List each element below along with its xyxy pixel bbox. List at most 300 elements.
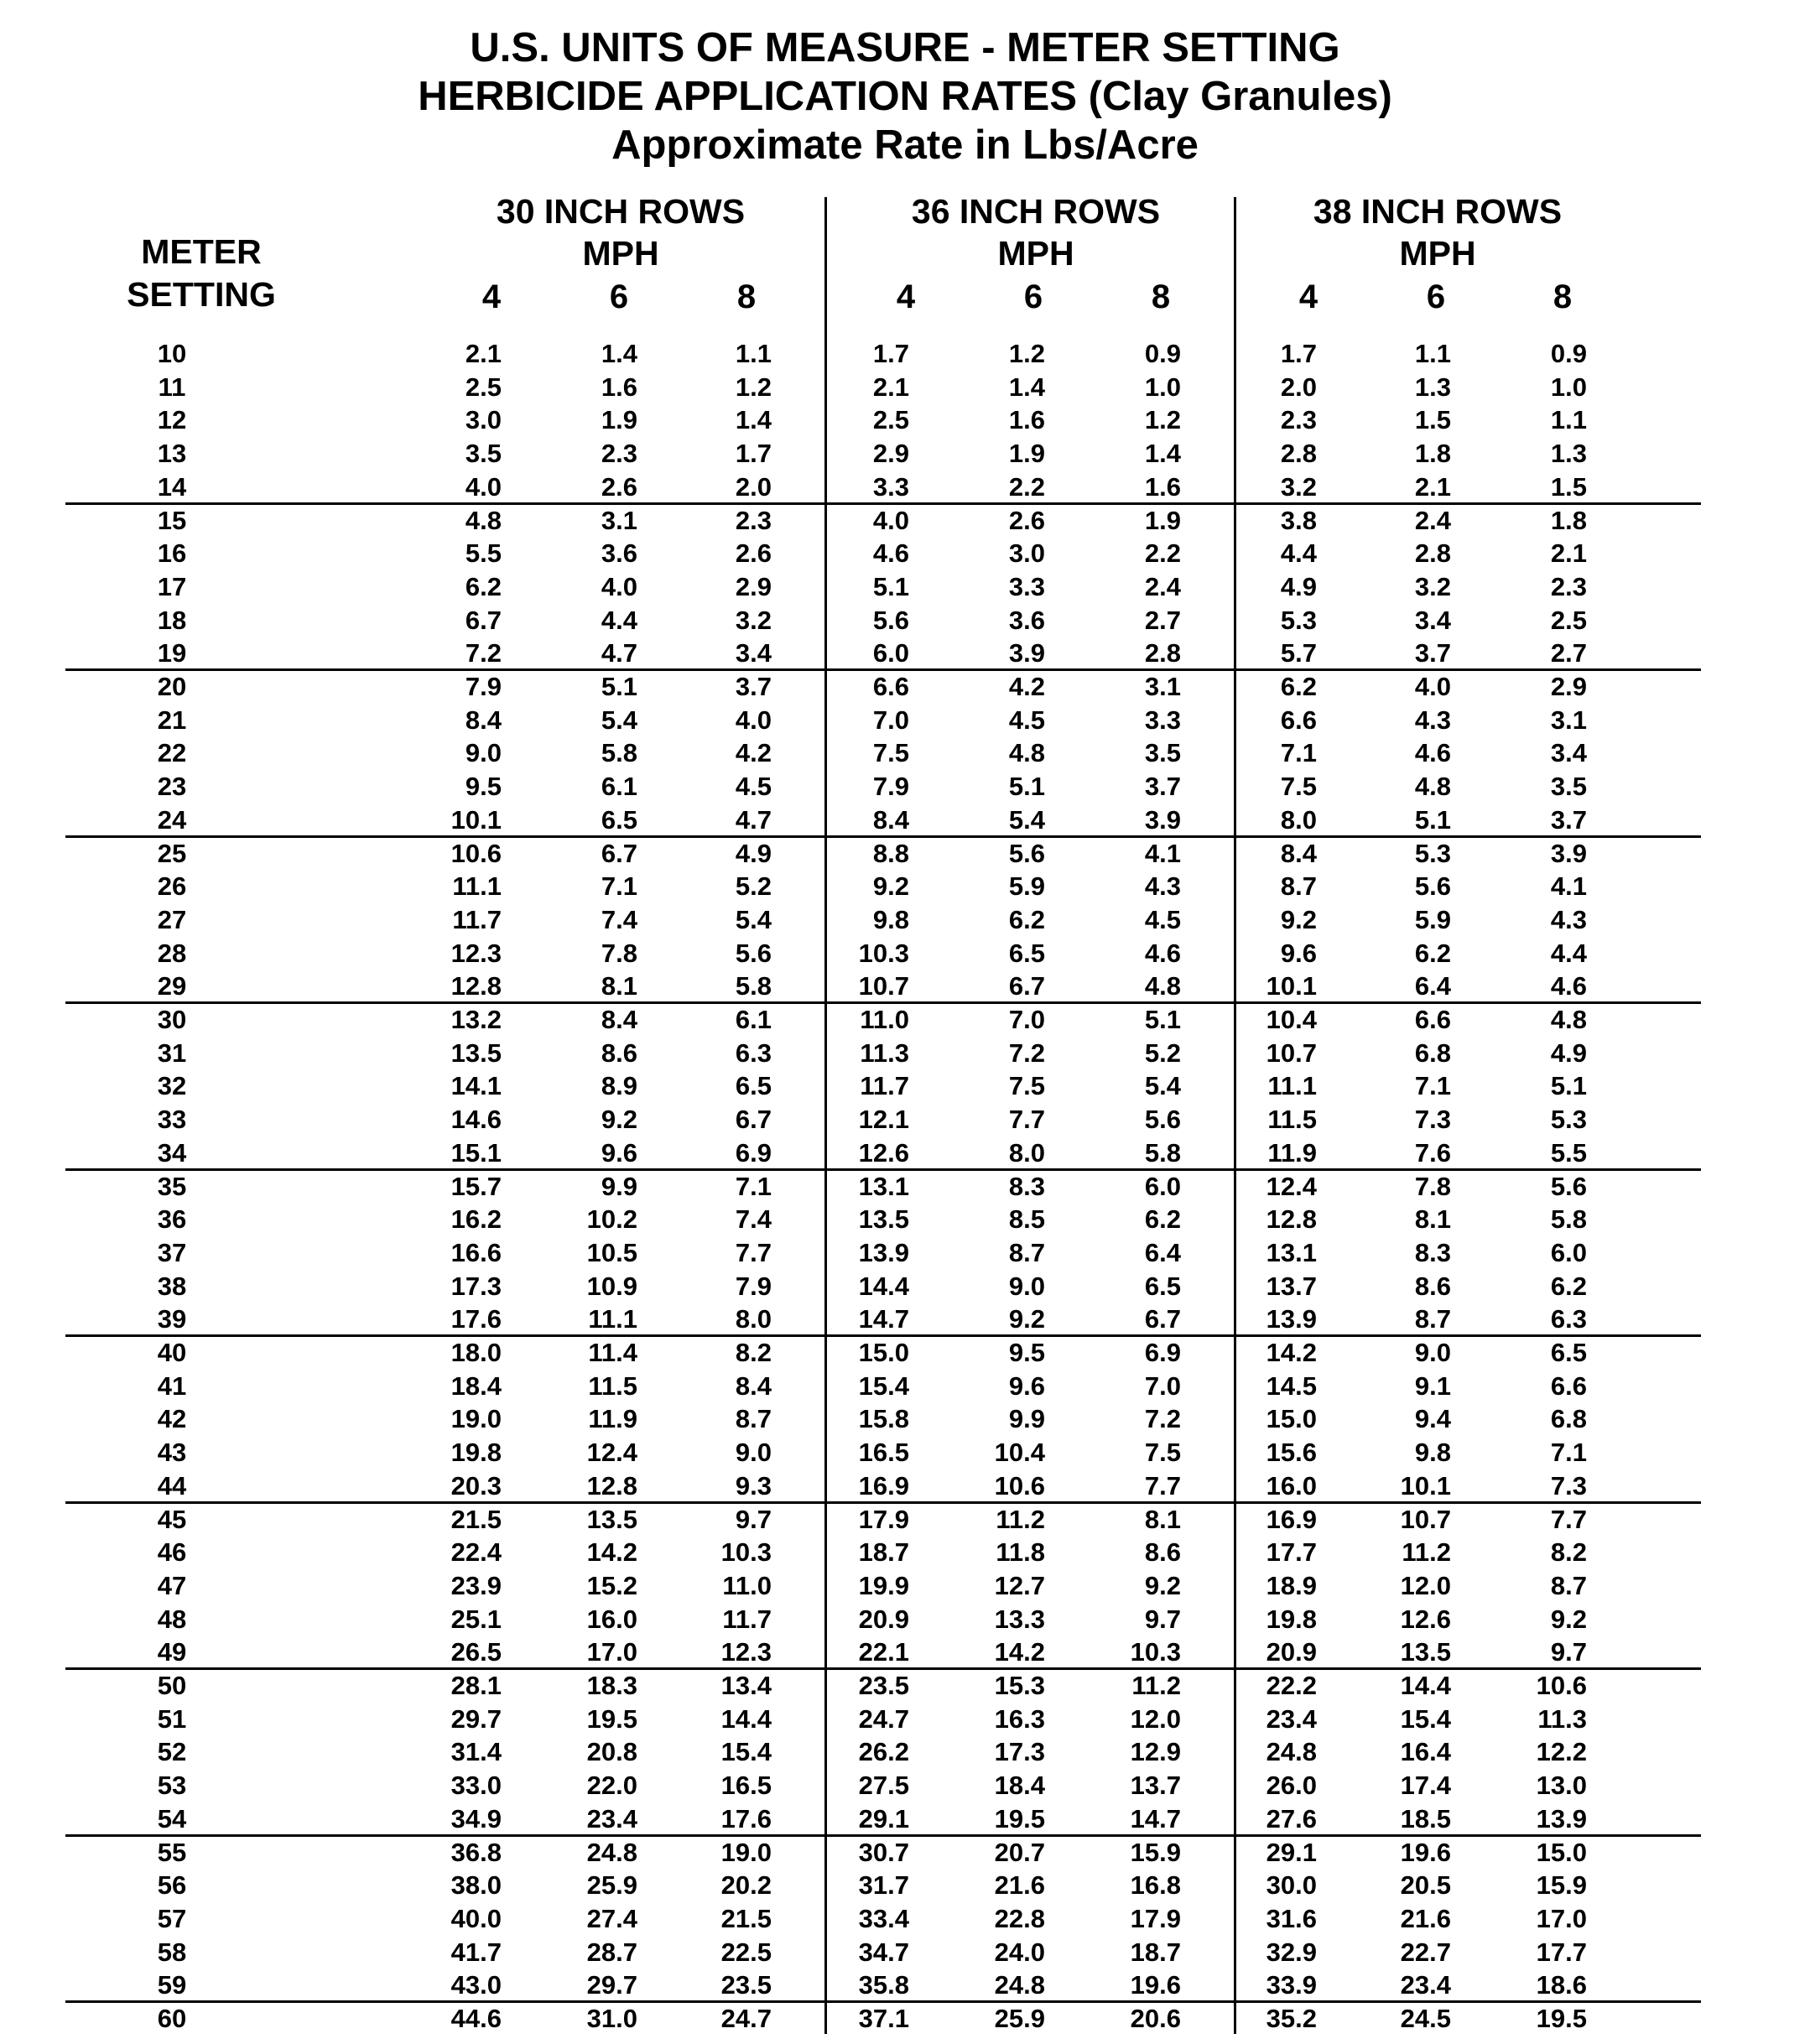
rate-cell-36-8: 1.0 [1144, 372, 1181, 402]
rate-cell-38-4: 7.5 [1280, 772, 1317, 802]
rate-cell-30-4: 2.5 [465, 372, 502, 402]
rate-cell-36-8: 16.8 [1130, 1870, 1181, 1901]
meter-setting-cell: 56 [157, 1870, 187, 1901]
rate-cell-38-8: 12.2 [1536, 1737, 1587, 1767]
rate-cell-30-8: 3.4 [735, 638, 772, 668]
rate-cell-36-6: 3.6 [1008, 605, 1045, 635]
rate-cell-36-8: 9.7 [1144, 1604, 1181, 1634]
rate-cell-38-8: 1.8 [1550, 505, 1587, 535]
rate-cell-30-6: 11.5 [588, 1370, 637, 1401]
rate-cell-30-4: 12.8 [450, 971, 502, 1001]
rate-cell-30-8: 6.1 [735, 1005, 772, 1034]
table-row [0, 1636, 1810, 1669]
meter-setting-cell: 13 [157, 439, 187, 469]
rate-cell-30-8: 1.7 [735, 439, 772, 469]
rate-cell-30-4: 5.5 [465, 538, 502, 569]
meter-setting-cell: 30 [157, 1005, 187, 1034]
rate-cell-36-8: 9.2 [1144, 1570, 1181, 1600]
rate-cell-38-6: 2.1 [1414, 471, 1451, 502]
rate-cell-36-8: 5.4 [1144, 1071, 1181, 1101]
rate-cell-38-6: 22.7 [1400, 1937, 1451, 1967]
rate-cell-38-4: 12.4 [1266, 1171, 1317, 1201]
table-row [0, 736, 1810, 770]
meter-setting-cell: 53 [157, 1771, 187, 1801]
rate-cell-36-8: 2.4 [1144, 571, 1181, 601]
rate-cell-36-4: 14.7 [858, 1304, 909, 1334]
rate-cell-38-6: 17.4 [1400, 1771, 1451, 1801]
rate-cell-38-6: 7.3 [1414, 1105, 1451, 1135]
rate-cell-38-8: 13.0 [1536, 1771, 1587, 1801]
rate-cell-30-8: 21.5 [720, 1903, 772, 1933]
rate-cell-30-4: 12.3 [450, 938, 502, 968]
rate-cell-30-6: 20.8 [586, 1737, 637, 1767]
rate-cell-38-6: 1.8 [1414, 439, 1451, 469]
rate-cell-30-8: 12.3 [720, 1637, 772, 1667]
rate-cell-36-8: 19.6 [1130, 1970, 1181, 2000]
rate-cell-30-8: 4.7 [735, 804, 772, 835]
rate-cell-36-4: 1.7 [872, 339, 909, 368]
rate-cell-30-8: 3.7 [735, 672, 772, 701]
rate-cell-30-4: 14.6 [450, 1105, 502, 1135]
rate-cell-30-6: 8.4 [601, 1005, 637, 1034]
rate-cell-30-6: 8.6 [601, 1038, 637, 1068]
rate-cell-38-8: 4.6 [1550, 971, 1587, 1001]
rate-cell-36-6: 10.4 [994, 1438, 1045, 1468]
rate-cell-36-6: 2.6 [1008, 505, 1045, 535]
rate-cell-30-4: 36.8 [450, 1837, 502, 1867]
table-row [0, 1836, 1810, 1870]
meter-setting-cell: 45 [157, 1504, 187, 1534]
rate-cell-36-6: 2.2 [1008, 471, 1045, 502]
rate-cell-30-8: 9.3 [735, 1470, 772, 1500]
group-30-speed-8: 8 [736, 278, 757, 315]
rate-cell-38-8: 6.3 [1550, 1304, 1587, 1334]
rate-cell-30-4: 18.4 [450, 1370, 502, 1401]
rate-cell-38-4: 11.9 [1267, 1137, 1317, 1168]
table-row [0, 337, 1810, 371]
rate-cell-30-8: 2.3 [735, 505, 772, 535]
rate-cell-38-4: 19.8 [1266, 1604, 1317, 1634]
table-row [0, 804, 1810, 837]
rate-cell-36-4: 2.9 [872, 439, 909, 469]
meter-setting-cell: 42 [157, 1404, 187, 1434]
table-row [0, 903, 1810, 937]
rate-cell-30-8: 4.9 [735, 838, 772, 868]
rate-cell-38-8: 17.0 [1536, 1903, 1587, 1933]
rate-cell-38-6: 1.1 [1414, 339, 1451, 368]
rate-cell-38-4: 8.4 [1280, 838, 1317, 868]
rate-cell-36-6: 6.5 [1008, 938, 1045, 968]
group-36-speed-6: 6 [1023, 278, 1043, 315]
rate-cell-30-8: 5.2 [735, 871, 772, 902]
rate-cell-38-6: 5.3 [1414, 838, 1451, 868]
rate-cell-30-8: 11.0 [722, 1570, 772, 1600]
rate-cell-38-6: 1.5 [1414, 405, 1451, 435]
rate-cell-38-8: 2.3 [1550, 571, 1587, 601]
rate-cell-38-6: 4.3 [1414, 705, 1451, 735]
meter-setting-cell: 37 [157, 1237, 187, 1267]
meter-setting-cell: 43 [157, 1438, 187, 1468]
rate-cell-30-8: 13.4 [720, 1671, 772, 1700]
rate-cell-38-8: 2.7 [1550, 638, 1587, 668]
rate-cell-38-8: 9.2 [1550, 1604, 1587, 1634]
rate-cell-38-6: 4.0 [1414, 672, 1451, 701]
title-line-1: U.S. UNITS OF MEASURE - METER SETTING [470, 25, 1340, 70]
rate-cell-36-4: 4.6 [872, 538, 909, 569]
rate-cell-36-4: 26.2 [858, 1737, 909, 1767]
group-38-speed-4: 4 [1298, 278, 1318, 315]
rate-cell-38-6: 7.6 [1414, 1137, 1451, 1168]
rate-cell-36-4: 17.9 [858, 1504, 909, 1534]
rate-cell-36-6: 22.8 [994, 1903, 1045, 1933]
rate-cell-30-6: 4.0 [601, 571, 637, 601]
meter-setting-cell: 50 [157, 1671, 187, 1700]
rate-cell-30-6: 9.2 [601, 1105, 637, 1135]
rate-cell-30-6: 13.5 [586, 1504, 637, 1534]
table-row [0, 1735, 1810, 1769]
rate-cell-30-8: 7.4 [735, 1204, 772, 1235]
rate-cell-38-6: 3.7 [1414, 638, 1451, 668]
meter-setting-cell: 23 [157, 772, 187, 802]
rate-cell-38-8: 8.7 [1550, 1570, 1587, 1600]
table-row [0, 770, 1810, 804]
rate-cell-30-4: 16.2 [450, 1204, 502, 1235]
rate-cell-38-4: 13.7 [1266, 1271, 1317, 1301]
rate-cell-30-8: 16.5 [720, 1771, 772, 1801]
rate-cell-38-6: 7.1 [1414, 1071, 1451, 1101]
rate-cell-38-6: 2.8 [1414, 538, 1451, 569]
rate-cell-30-8: 6.7 [735, 1105, 772, 1135]
rate-cell-36-6: 5.6 [1008, 838, 1045, 868]
rate-cell-38-4: 32.9 [1266, 1937, 1317, 1967]
table-row [0, 1436, 1810, 1469]
rate-cell-36-4: 16.5 [858, 1438, 909, 1468]
rate-cell-36-4: 15.8 [858, 1404, 909, 1434]
rate-cell-36-6: 8.7 [1008, 1237, 1045, 1267]
table-row [0, 1236, 1810, 1270]
rate-cell-38-4: 10.1 [1266, 971, 1317, 1001]
meter-setting-cell: 11 [158, 372, 186, 402]
table-row [0, 1469, 1810, 1503]
rate-cell-30-6: 11.9 [588, 1404, 637, 1434]
rate-cell-36-6: 9.2 [1008, 1304, 1045, 1334]
meter-setting-cell: 10 [157, 339, 187, 368]
rate-cell-38-6: 9.0 [1414, 1338, 1451, 1367]
rate-cell-36-4: 15.0 [858, 1338, 909, 1367]
rate-cell-36-4: 13.1 [858, 1171, 909, 1201]
rate-cell-36-8: 8.6 [1144, 1537, 1181, 1568]
rate-cell-30-4: 40.0 [450, 1903, 502, 1933]
rate-cell-30-4: 19.8 [450, 1438, 502, 1468]
table-row [0, 704, 1810, 737]
meter-setting-cell: 32 [157, 1071, 187, 1101]
rate-cell-36-6: 7.5 [1008, 1071, 1045, 1101]
rate-cell-38-4: 4.9 [1280, 571, 1317, 601]
rate-cell-38-4: 15.0 [1266, 1404, 1317, 1434]
meter-setting-cell: 36 [157, 1204, 187, 1235]
rate-cell-36-4: 31.7 [858, 1870, 909, 1901]
rate-cell-36-6: 3.0 [1008, 538, 1045, 569]
rate-cell-38-8: 6.6 [1550, 1370, 1587, 1401]
rate-cell-38-4: 24.8 [1266, 1737, 1317, 1767]
rate-cell-30-4: 7.9 [465, 672, 502, 701]
rate-cell-30-8: 8.2 [735, 1338, 772, 1367]
rate-cell-36-8: 4.8 [1144, 971, 1181, 1001]
rate-cell-38-6: 5.9 [1414, 904, 1451, 934]
rate-cell-38-4: 31.6 [1266, 1903, 1317, 1933]
rate-cell-38-4: 23.4 [1266, 1703, 1317, 1734]
rate-cell-30-4: 9.5 [465, 772, 502, 802]
rate-cell-38-6: 10.1 [1400, 1470, 1451, 1500]
rate-cell-38-8: 2.5 [1550, 605, 1587, 635]
rate-cell-36-8: 6.7 [1144, 1304, 1181, 1334]
rate-cell-36-6: 5.9 [1008, 871, 1045, 902]
rate-cell-30-4: 4.0 [465, 471, 502, 502]
rate-cell-36-4: 12.6 [858, 1137, 909, 1168]
rate-cell-30-6: 3.1 [601, 505, 637, 535]
rate-cell-36-6: 8.5 [1008, 1204, 1045, 1235]
rate-cell-38-4: 13.9 [1266, 1304, 1317, 1334]
rate-cell-36-4: 37.1 [858, 2004, 909, 2033]
table-row [0, 1669, 1810, 1703]
rate-cell-30-8: 6.3 [735, 1038, 772, 1068]
rate-cell-36-8: 1.9 [1144, 505, 1181, 535]
rate-cell-30-4: 6.7 [465, 605, 502, 635]
meter-setting-cell: 46 [157, 1537, 187, 1568]
rate-cell-38-8: 3.9 [1550, 838, 1587, 868]
rate-cell-30-8: 19.0 [720, 1837, 772, 1867]
rate-cell-30-6: 1.6 [601, 372, 637, 402]
rate-cell-30-8: 20.2 [720, 1870, 772, 1901]
rate-cell-36-4: 9.2 [872, 871, 909, 902]
rate-cell-38-6: 8.7 [1414, 1304, 1451, 1334]
rate-cell-38-8: 13.9 [1536, 1803, 1587, 1833]
rate-cell-38-8: 4.3 [1550, 904, 1587, 934]
rate-cell-36-6: 7.2 [1008, 1038, 1045, 1068]
table-row [0, 537, 1810, 570]
rate-cell-36-6: 9.6 [1008, 1370, 1045, 1401]
rate-cell-38-8: 6.8 [1550, 1404, 1587, 1434]
rate-cell-30-6: 4.7 [601, 638, 637, 668]
group-38-speed-6: 6 [1426, 278, 1446, 315]
rate-cell-38-8: 1.1 [1550, 405, 1587, 435]
rate-cell-30-4: 7.2 [465, 638, 502, 668]
rate-cell-36-6: 5.1 [1008, 772, 1045, 802]
rate-cell-38-8: 3.7 [1550, 804, 1587, 835]
rate-cell-38-6: 23.4 [1400, 1970, 1451, 2000]
rate-cell-36-8: 14.7 [1130, 1803, 1181, 1833]
rate-cell-36-4: 13.5 [858, 1204, 909, 1235]
rate-cell-38-6: 12.0 [1400, 1570, 1451, 1600]
rate-cell-38-8: 5.5 [1550, 1137, 1587, 1168]
rate-cell-36-8: 13.7 [1130, 1771, 1181, 1801]
meter-setting-cell: 55 [157, 1837, 187, 1867]
rate-cell-30-4: 18.0 [450, 1338, 502, 1367]
rate-cell-38-6: 6.2 [1414, 938, 1451, 968]
rate-cell-30-6: 5.4 [601, 705, 637, 735]
rate-cell-36-6: 24.8 [994, 1970, 1045, 2000]
rate-cell-38-4: 18.9 [1266, 1570, 1317, 1600]
rate-cell-30-8: 14.4 [720, 1703, 772, 1734]
rate-cell-30-6: 4.4 [601, 605, 637, 635]
table-row [0, 1503, 1810, 1537]
group-36-inch-mph: MPH [997, 234, 1074, 273]
rate-cell-38-6: 3.2 [1414, 571, 1451, 601]
table-row [0, 1003, 1810, 1037]
rate-cell-38-6: 4.8 [1414, 772, 1451, 802]
rate-cell-38-4: 2.3 [1280, 405, 1317, 435]
rate-cell-36-8: 7.5 [1144, 1438, 1181, 1468]
rate-cell-36-6: 10.6 [994, 1470, 1045, 1500]
rate-cell-36-6: 4.5 [1008, 705, 1045, 735]
rate-cell-30-6: 27.4 [586, 1903, 637, 1933]
rate-cell-30-6: 5.1 [601, 672, 637, 701]
rate-cell-38-8: 7.1 [1550, 1438, 1587, 1468]
rate-cell-36-6: 7.7 [1008, 1105, 1045, 1135]
rate-cell-30-8: 4.0 [735, 705, 772, 735]
rate-cell-38-8: 4.4 [1550, 938, 1587, 968]
rate-cell-38-4: 2.8 [1280, 439, 1317, 469]
rate-cell-30-8: 2.6 [735, 538, 772, 569]
rate-cell-36-8: 15.9 [1130, 1837, 1181, 1867]
rate-cell-30-6: 8.9 [601, 1071, 637, 1101]
meter-setting-cell: 28 [157, 938, 187, 968]
table-row [0, 1569, 1810, 1603]
rate-cell-38-6: 15.4 [1400, 1703, 1451, 1734]
rate-cell-30-4: 43.0 [450, 1970, 502, 2000]
rate-cell-36-8: 3.5 [1144, 738, 1181, 768]
rate-cell-30-6: 19.5 [586, 1703, 637, 1734]
rate-cell-36-8: 6.2 [1144, 1204, 1181, 1235]
rate-cell-36-6: 9.9 [1008, 1404, 1045, 1434]
rate-cell-36-4: 5.1 [872, 571, 909, 601]
rate-cell-30-6: 11.1 [588, 1304, 637, 1334]
rate-cell-36-6: 1.4 [1008, 372, 1045, 402]
rate-cell-30-4: 31.4 [450, 1737, 502, 1767]
rate-cell-38-8: 3.4 [1550, 738, 1587, 768]
rate-cell-36-4: 10.3 [858, 938, 909, 968]
rate-cell-38-4: 4.4 [1280, 538, 1317, 569]
meter-setting-cell: 38 [157, 1271, 187, 1301]
rate-cell-36-8: 7.7 [1144, 1470, 1181, 1500]
rate-cell-36-4: 11.7 [860, 1071, 909, 1101]
rate-cell-30-8: 8.7 [735, 1404, 772, 1434]
rate-cell-38-4: 8.0 [1280, 804, 1317, 835]
rate-cell-36-8: 1.4 [1144, 439, 1181, 469]
table-row [0, 1037, 1810, 1070]
rate-cell-36-6: 8.3 [1008, 1171, 1045, 1201]
rate-cell-36-4: 16.9 [858, 1470, 909, 1500]
rate-cell-38-8: 9.7 [1550, 1637, 1587, 1667]
meter-setting-cell: 25 [157, 838, 187, 868]
rate-cell-36-4: 19.9 [858, 1570, 909, 1600]
group-30-speed-6: 6 [609, 278, 629, 315]
rate-cell-38-4: 33.9 [1266, 1970, 1317, 2000]
rate-cell-38-4: 1.7 [1280, 339, 1317, 368]
meter-setting-cell: 29 [157, 971, 187, 1001]
rate-cell-30-4: 15.7 [450, 1171, 502, 1201]
rate-cell-30-8: 5.4 [735, 904, 772, 934]
meter-setting-cell: 40 [157, 1338, 187, 1367]
meter-setting-cell: 27 [157, 904, 187, 934]
rate-cell-30-8: 22.5 [720, 1937, 772, 1967]
rate-cell-38-6: 12.6 [1400, 1604, 1451, 1634]
rate-cell-30-4: 21.5 [450, 1504, 502, 1534]
meter-setting-cell: 19 [157, 638, 187, 668]
rate-cell-38-6: 8.1 [1414, 1204, 1451, 1235]
rate-cell-38-4: 10.7 [1266, 1038, 1317, 1068]
rate-cell-30-6: 18.3 [586, 1671, 637, 1700]
table-row [0, 1969, 1810, 2002]
rate-cell-36-6: 21.6 [994, 1870, 1045, 1901]
rate-cell-38-6: 7.8 [1414, 1171, 1451, 1201]
meter-setting-cell: 58 [157, 1937, 187, 1967]
rate-cell-38-4: 3.8 [1280, 505, 1317, 535]
rate-cell-36-4: 29.1 [858, 1803, 909, 1833]
rate-cell-30-8: 11.7 [722, 1604, 772, 1634]
rate-cell-30-8: 9.7 [735, 1504, 772, 1534]
rate-cell-38-8: 0.9 [1550, 339, 1587, 368]
rate-cell-38-4: 16.0 [1266, 1470, 1317, 1500]
rate-cell-30-6: 10.2 [586, 1204, 637, 1235]
table-row [0, 670, 1810, 704]
rate-cell-36-4: 33.4 [858, 1903, 909, 1933]
rate-cell-36-4: 20.9 [858, 1604, 909, 1634]
rate-cell-36-4: 7.9 [872, 772, 909, 802]
rate-cell-36-8: 18.7 [1130, 1937, 1181, 1967]
rate-cell-36-6: 11.8 [996, 1537, 1045, 1568]
rate-cell-38-6: 9.4 [1414, 1404, 1451, 1434]
rate-cell-36-4: 6.0 [872, 638, 909, 668]
meter-setting-cell: 24 [157, 804, 187, 835]
meter-setting-cell: 48 [157, 1604, 187, 1634]
rate-cell-36-8: 6.5 [1144, 1271, 1181, 1301]
rate-cell-36-4: 2.1 [872, 372, 909, 402]
rate-cell-36-6: 25.9 [994, 2004, 1045, 2033]
rate-cell-30-4: 11.1 [452, 871, 502, 902]
rate-cell-36-4: 22.1 [858, 1637, 909, 1667]
rate-cell-36-4: 8.8 [872, 838, 909, 868]
rate-cell-36-4: 7.5 [872, 738, 909, 768]
rate-cell-30-8: 7.9 [735, 1271, 772, 1301]
meter-setting-cell: 22 [157, 738, 187, 768]
rate-cell-36-6: 6.2 [1008, 904, 1045, 934]
rate-cell-36-6: 8.0 [1008, 1137, 1045, 1168]
rate-cell-30-4: 10.1 [450, 804, 502, 835]
rate-cell-30-6: 2.6 [601, 471, 637, 502]
meter-setting-cell: 12 [157, 405, 187, 435]
rate-cell-38-8: 6.5 [1550, 1338, 1587, 1367]
rate-cell-30-4: 29.7 [450, 1703, 502, 1734]
rate-cell-38-6: 10.7 [1400, 1504, 1451, 1534]
rate-cell-30-8: 9.0 [735, 1438, 772, 1468]
rate-cell-36-8: 2.2 [1144, 538, 1181, 569]
rate-cell-36-8: 7.2 [1144, 1404, 1181, 1434]
meter-setting-cell: 54 [157, 1803, 187, 1833]
rate-cell-30-6: 6.7 [601, 838, 637, 868]
table-row [0, 1703, 1810, 1736]
rate-cell-30-6: 7.4 [601, 904, 637, 934]
rate-cell-30-4: 34.9 [450, 1803, 502, 1833]
meter-setting-cell: 33 [157, 1105, 187, 1135]
rate-cell-36-8: 11.2 [1131, 1671, 1181, 1700]
table-row [0, 403, 1810, 437]
rate-cell-30-4: 13.2 [450, 1005, 502, 1034]
rate-cell-38-8: 1.5 [1550, 471, 1587, 502]
rate-cell-38-6: 6.4 [1414, 971, 1451, 1001]
rate-cell-30-8: 5.6 [735, 938, 772, 968]
table-row [0, 1303, 1810, 1336]
